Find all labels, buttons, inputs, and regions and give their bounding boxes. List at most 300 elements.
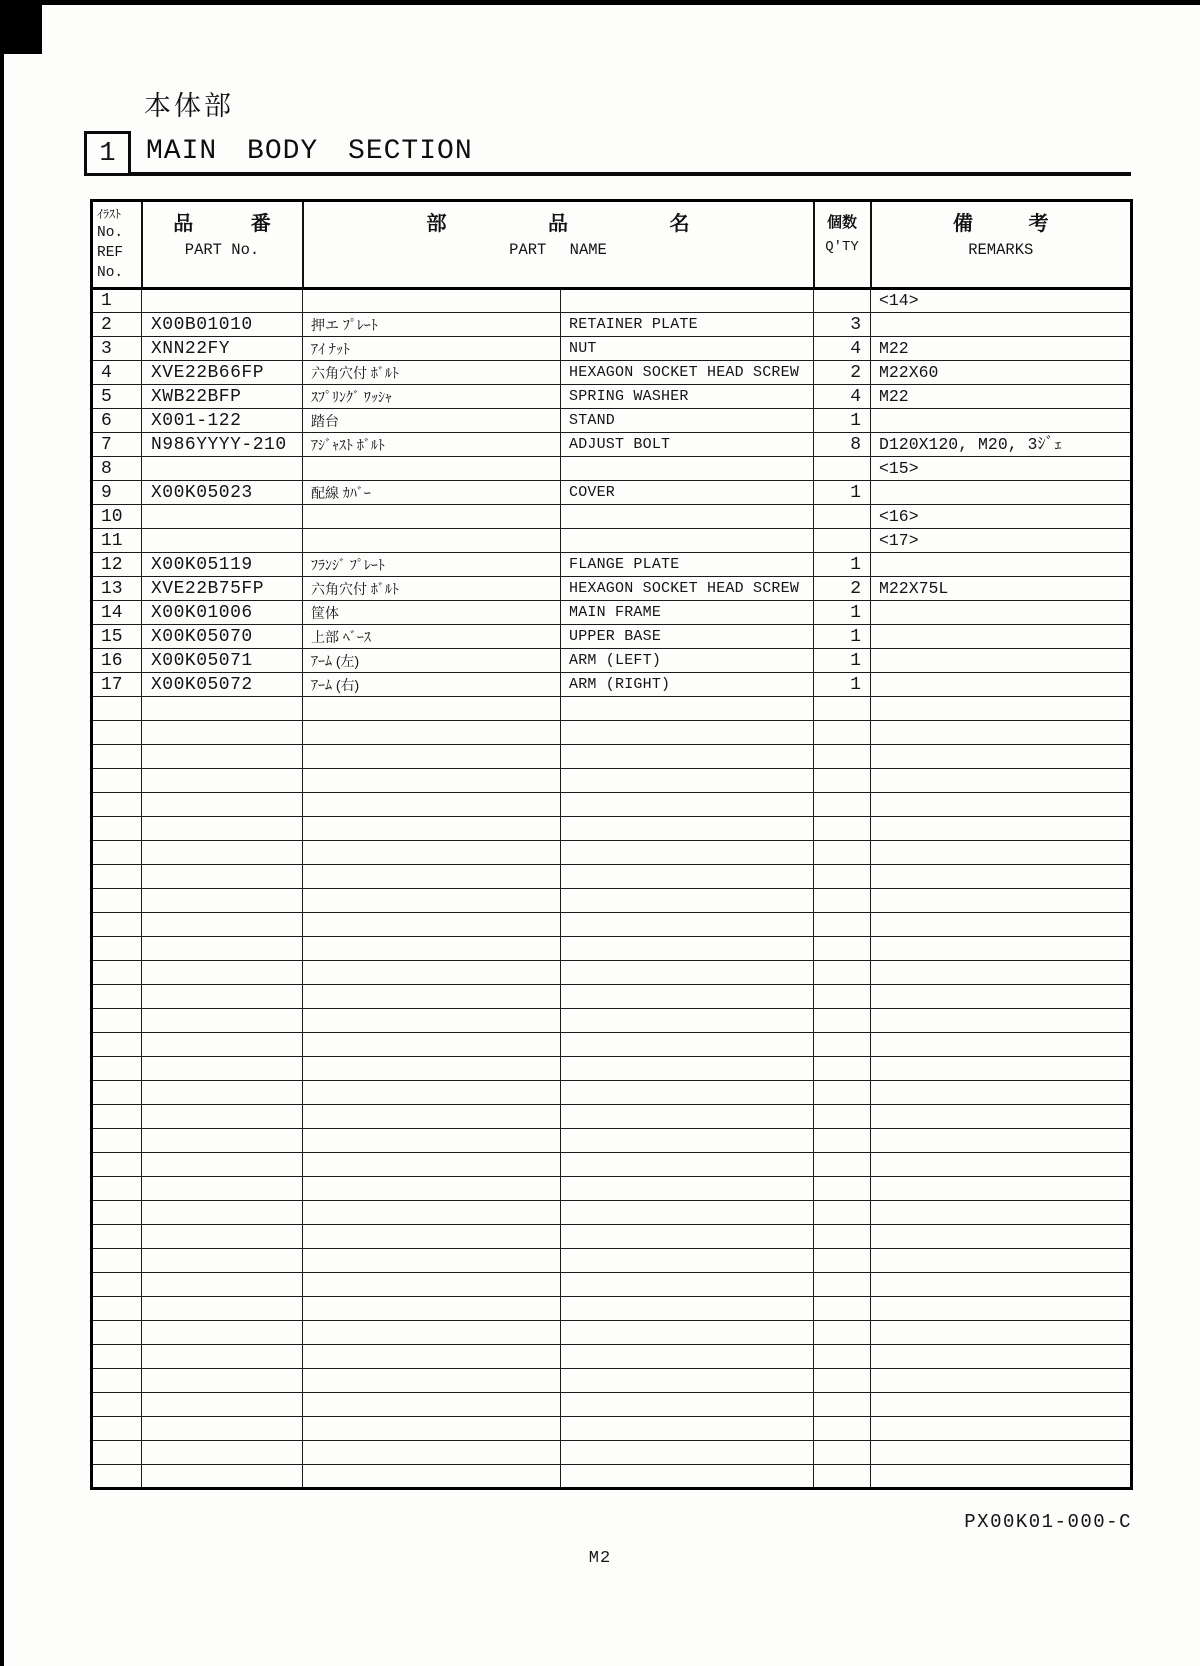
part-no-cell bbox=[142, 1153, 303, 1177]
part-no-cell bbox=[142, 1057, 303, 1081]
part-name-en-cell bbox=[561, 1249, 814, 1273]
part-name-en-cell bbox=[561, 1441, 814, 1465]
qty-cell bbox=[814, 1177, 871, 1201]
part-name-jp-cell bbox=[303, 985, 561, 1009]
part-name-jp-cell bbox=[303, 1273, 561, 1297]
part-no-cell: XVE22B66FP bbox=[142, 361, 303, 385]
remarks-cell bbox=[871, 1033, 1132, 1057]
part-name-en-cell: SPRING WASHER bbox=[561, 385, 814, 409]
ref-no-cell bbox=[92, 1153, 142, 1177]
part-name-en-cell bbox=[561, 793, 814, 817]
part-name-en-cell: COVER bbox=[561, 481, 814, 505]
part-name-jp-cell bbox=[303, 1249, 561, 1273]
table-row bbox=[92, 841, 1132, 865]
ref-no-cell: 2 bbox=[92, 313, 142, 337]
table-row bbox=[92, 1105, 1132, 1129]
part-no-cell bbox=[142, 1297, 303, 1321]
part-no-cell: XNN22FY bbox=[142, 337, 303, 361]
table-row bbox=[92, 649, 1132, 673]
header-qty bbox=[814, 201, 871, 289]
ref-no-cell: 10 bbox=[92, 505, 142, 529]
parts-table bbox=[90, 199, 1133, 1490]
table-row bbox=[92, 313, 1132, 337]
table-row bbox=[92, 1273, 1132, 1297]
header-ref-line1: ｲﾗｽﾄ bbox=[97, 207, 122, 221]
qty-cell bbox=[814, 529, 871, 553]
part-name-jp-cell bbox=[303, 1369, 561, 1393]
footer-doc-code: PX00K01-000-C bbox=[964, 1511, 1132, 1533]
part-name-en-cell bbox=[561, 1225, 814, 1249]
part-name-jp-cell bbox=[303, 1177, 561, 1201]
part-name-jp-cell bbox=[303, 1129, 561, 1153]
table-row bbox=[92, 481, 1132, 505]
table-row bbox=[92, 745, 1132, 769]
remarks-cell: M22 bbox=[871, 337, 1132, 361]
ref-no-cell bbox=[92, 841, 142, 865]
part-name-jp-cell: 筐体 bbox=[303, 601, 561, 625]
remarks-cell bbox=[871, 1441, 1132, 1465]
part-name-jp-cell: ｽﾌﾟﾘﾝｸﾞ ﾜｯｼｬ bbox=[303, 385, 561, 409]
ref-no-cell bbox=[92, 721, 142, 745]
part-no-cell: X00K05070 bbox=[142, 625, 303, 649]
remarks-cell bbox=[871, 1153, 1132, 1177]
part-name-en-cell bbox=[561, 1393, 814, 1417]
part-no-cell bbox=[142, 1009, 303, 1033]
part-no-cell bbox=[142, 1105, 303, 1129]
remarks-cell bbox=[871, 1057, 1132, 1081]
ref-no-cell bbox=[92, 1081, 142, 1105]
qty-cell bbox=[814, 1105, 871, 1129]
part-name-jp-cell bbox=[303, 289, 561, 313]
table-row bbox=[92, 721, 1132, 745]
ref-no-cell bbox=[92, 1225, 142, 1249]
part-no-cell bbox=[142, 1393, 303, 1417]
header-ref-line4: No. bbox=[97, 265, 124, 281]
table-row bbox=[92, 1369, 1132, 1393]
table-row bbox=[92, 697, 1132, 721]
remarks-cell bbox=[871, 1321, 1132, 1345]
qty-cell: 4 bbox=[814, 337, 871, 361]
part-no-cell bbox=[142, 793, 303, 817]
ref-no-cell bbox=[92, 697, 142, 721]
part-name-en-cell: ARM (LEFT) bbox=[561, 649, 814, 673]
part-name-en-cell bbox=[561, 1465, 814, 1489]
part-name-jp-cell bbox=[303, 865, 561, 889]
remarks-cell bbox=[871, 1273, 1132, 1297]
part-no-cell bbox=[142, 1417, 303, 1441]
qty-cell: 1 bbox=[814, 601, 871, 625]
table-row bbox=[92, 577, 1132, 601]
ref-no-cell: 3 bbox=[92, 337, 142, 361]
table-row bbox=[92, 433, 1132, 457]
table-row bbox=[92, 601, 1132, 625]
part-no-cell bbox=[142, 1321, 303, 1345]
part-no-cell: X00K05023 bbox=[142, 481, 303, 505]
remarks-cell bbox=[871, 769, 1132, 793]
part-no-cell bbox=[142, 1201, 303, 1225]
remarks-cell: <16> bbox=[871, 505, 1132, 529]
ref-no-cell bbox=[92, 1321, 142, 1345]
part-no-cell bbox=[142, 889, 303, 913]
qty-cell bbox=[814, 745, 871, 769]
part-name-en-cell bbox=[561, 457, 814, 481]
table-row bbox=[92, 1153, 1132, 1177]
qty-cell bbox=[814, 505, 871, 529]
table-row bbox=[92, 889, 1132, 913]
qty-cell bbox=[814, 1057, 871, 1081]
part-name-jp-cell: ﾌﾗﾝｼﾞ ﾌﾟﾚｰﾄ bbox=[303, 553, 561, 577]
table-row bbox=[92, 1297, 1132, 1321]
part-name-en-cell bbox=[561, 1201, 814, 1225]
table-body bbox=[92, 289, 1132, 1489]
part-no-cell: X00K05071 bbox=[142, 649, 303, 673]
remarks-cell bbox=[871, 673, 1132, 697]
part-name-jp-cell bbox=[303, 1033, 561, 1057]
part-name-en-cell bbox=[561, 721, 814, 745]
part-no-cell: X00K05119 bbox=[142, 553, 303, 577]
qty-cell bbox=[814, 1249, 871, 1273]
qty-cell bbox=[814, 1081, 871, 1105]
part-no-cell: X00K05072 bbox=[142, 673, 303, 697]
part-name-en-cell: ARM (RIGHT) bbox=[561, 673, 814, 697]
table-row bbox=[92, 1441, 1132, 1465]
part-name-jp-cell: ｱｰﾑ (右) bbox=[303, 673, 561, 697]
ref-no-cell bbox=[92, 1273, 142, 1297]
part-no-cell bbox=[142, 697, 303, 721]
part-name-jp-cell bbox=[303, 937, 561, 961]
part-name-en-cell: RETAINER PLATE bbox=[561, 313, 814, 337]
part-name-jp-cell bbox=[303, 529, 561, 553]
part-no-cell bbox=[142, 937, 303, 961]
remarks-cell bbox=[871, 649, 1132, 673]
qty-cell bbox=[814, 913, 871, 937]
remarks-cell bbox=[871, 1201, 1132, 1225]
part-name-en-cell bbox=[561, 289, 814, 313]
qty-cell bbox=[814, 1369, 871, 1393]
ref-no-cell: 6 bbox=[92, 409, 142, 433]
qty-cell bbox=[814, 721, 871, 745]
ref-no-cell bbox=[92, 913, 142, 937]
part-name-en-cell bbox=[561, 697, 814, 721]
ref-no-cell bbox=[92, 961, 142, 985]
qty-cell bbox=[814, 1417, 871, 1441]
doc-title-jp: 本体部 bbox=[144, 91, 234, 121]
header-ref-no bbox=[92, 201, 142, 289]
qty-cell bbox=[814, 1153, 871, 1177]
header-ref-line2: No. bbox=[97, 225, 124, 241]
header-part-name bbox=[303, 201, 814, 289]
part-name-en-cell bbox=[561, 1369, 814, 1393]
table-row bbox=[92, 1033, 1132, 1057]
part-name-jp-cell: 上部 ﾍﾞｰｽ bbox=[303, 625, 561, 649]
remarks-cell bbox=[871, 1225, 1132, 1249]
table-row bbox=[92, 961, 1132, 985]
table-row bbox=[92, 625, 1132, 649]
remarks-cell: M22 bbox=[871, 385, 1132, 409]
header-qty-jp: 個数 bbox=[826, 214, 857, 231]
part-name-jp-cell bbox=[303, 1345, 561, 1369]
part-name-en-cell bbox=[561, 1297, 814, 1321]
ref-no-cell bbox=[92, 1177, 142, 1201]
part-name-en-cell bbox=[561, 745, 814, 769]
part-name-en-cell bbox=[561, 913, 814, 937]
ref-no-cell bbox=[92, 1057, 142, 1081]
part-name-en-cell bbox=[561, 1417, 814, 1441]
part-name-jp-cell bbox=[303, 1057, 561, 1081]
table-row bbox=[92, 1249, 1132, 1273]
remarks-cell bbox=[871, 481, 1132, 505]
remarks-cell bbox=[871, 1249, 1132, 1273]
qty-cell: 1 bbox=[814, 409, 871, 433]
table-row bbox=[92, 1057, 1132, 1081]
header-part-no bbox=[142, 201, 303, 289]
table-row bbox=[92, 457, 1132, 481]
part-no-cell bbox=[142, 985, 303, 1009]
title-underline bbox=[84, 172, 1131, 176]
qty-cell bbox=[814, 961, 871, 985]
remarks-cell bbox=[871, 745, 1132, 769]
table-row bbox=[92, 553, 1132, 577]
part-name-en-cell bbox=[561, 1153, 814, 1177]
part-name-jp-cell bbox=[303, 1393, 561, 1417]
qty-cell: 1 bbox=[814, 649, 871, 673]
ref-no-cell: 15 bbox=[92, 625, 142, 649]
part-name-jp-cell bbox=[303, 769, 561, 793]
table-row bbox=[92, 865, 1132, 889]
part-no-cell bbox=[142, 721, 303, 745]
ref-no-cell bbox=[92, 1441, 142, 1465]
part-name-en-cell bbox=[561, 841, 814, 865]
part-name-en-cell bbox=[561, 529, 814, 553]
part-name-en-cell: FLANGE PLATE bbox=[561, 553, 814, 577]
ref-no-cell: 4 bbox=[92, 361, 142, 385]
part-name-jp-cell bbox=[303, 1105, 561, 1129]
table-row bbox=[92, 529, 1132, 553]
part-no-cell: XWB22BFP bbox=[142, 385, 303, 409]
remarks-cell bbox=[871, 697, 1132, 721]
part-no-cell: XVE22B75FP bbox=[142, 577, 303, 601]
qty-cell bbox=[814, 865, 871, 889]
table-row bbox=[92, 985, 1132, 1009]
ref-no-cell bbox=[92, 937, 142, 961]
table-row bbox=[92, 361, 1132, 385]
ref-no-cell bbox=[92, 889, 142, 913]
qty-cell bbox=[814, 457, 871, 481]
part-name-jp-cell bbox=[303, 1441, 561, 1465]
table-row bbox=[92, 769, 1132, 793]
qty-cell bbox=[814, 1009, 871, 1033]
footer-page-label: M2 bbox=[588, 1549, 612, 1568]
ref-no-cell bbox=[92, 1297, 142, 1321]
remarks-cell bbox=[871, 313, 1132, 337]
part-name-en-cell bbox=[561, 505, 814, 529]
qty-cell bbox=[814, 817, 871, 841]
ref-no-cell: 12 bbox=[92, 553, 142, 577]
part-no-cell: N986YYYY-210 bbox=[142, 433, 303, 457]
ref-no-cell: 9 bbox=[92, 481, 142, 505]
ref-no-cell: 5 bbox=[92, 385, 142, 409]
qty-cell bbox=[814, 1273, 871, 1297]
remarks-cell: M22X60 bbox=[871, 361, 1132, 385]
remarks-cell: <15> bbox=[871, 457, 1132, 481]
part-name-jp-cell bbox=[303, 457, 561, 481]
qty-cell bbox=[814, 289, 871, 313]
part-name-jp-cell bbox=[303, 505, 561, 529]
part-name-jp-cell bbox=[303, 1297, 561, 1321]
header-part-name-jp: 部 品 名 bbox=[426, 213, 690, 235]
part-no-cell bbox=[142, 289, 303, 313]
part-no-cell: X00K01006 bbox=[142, 601, 303, 625]
ref-no-cell: 14 bbox=[92, 601, 142, 625]
ref-no-cell bbox=[92, 1417, 142, 1441]
part-name-en-cell bbox=[561, 1345, 814, 1369]
part-name-en-cell bbox=[561, 1273, 814, 1297]
table-header-row bbox=[92, 201, 1132, 289]
qty-cell: 2 bbox=[814, 577, 871, 601]
part-name-en-cell: HEXAGON SOCKET HEAD SCREW bbox=[561, 361, 814, 385]
part-no-cell bbox=[142, 1441, 303, 1465]
table-row bbox=[92, 409, 1132, 433]
part-name-jp-cell: ｱｰﾑ (左) bbox=[303, 649, 561, 673]
header-part-no-en: PART No. bbox=[184, 241, 260, 259]
part-name-en-cell bbox=[561, 961, 814, 985]
part-no-cell bbox=[142, 1273, 303, 1297]
part-name-en-cell bbox=[561, 817, 814, 841]
part-name-jp-cell bbox=[303, 1153, 561, 1177]
part-name-jp-cell bbox=[303, 1201, 561, 1225]
remarks-cell bbox=[871, 1177, 1132, 1201]
remarks-cell bbox=[871, 841, 1132, 865]
part-name-en-cell bbox=[561, 1009, 814, 1033]
qty-cell bbox=[814, 889, 871, 913]
section-title: MAIN BODY SECTION bbox=[146, 136, 473, 167]
table-row bbox=[92, 1129, 1132, 1153]
qty-cell bbox=[814, 1033, 871, 1057]
remarks-cell: D120X120, M20, 3ｼﾞｪ bbox=[871, 433, 1132, 457]
remarks-cell bbox=[871, 793, 1132, 817]
header-remarks bbox=[871, 201, 1132, 289]
part-name-en-cell bbox=[561, 865, 814, 889]
table-row bbox=[92, 1177, 1132, 1201]
part-no-cell bbox=[142, 961, 303, 985]
part-name-jp-cell bbox=[303, 745, 561, 769]
section-number-box bbox=[84, 131, 131, 176]
part-no-cell bbox=[142, 769, 303, 793]
table-row bbox=[92, 1393, 1132, 1417]
table-row bbox=[92, 673, 1132, 697]
ref-no-cell bbox=[92, 1393, 142, 1417]
qty-cell: 8 bbox=[814, 433, 871, 457]
ref-no-cell: 16 bbox=[92, 649, 142, 673]
part-name-jp-cell bbox=[303, 889, 561, 913]
qty-cell: 4 bbox=[814, 385, 871, 409]
table-row bbox=[92, 1201, 1132, 1225]
ref-no-cell: 13 bbox=[92, 577, 142, 601]
part-name-jp-cell bbox=[303, 697, 561, 721]
table-row bbox=[92, 1465, 1132, 1489]
part-no-cell bbox=[142, 529, 303, 553]
remarks-cell bbox=[871, 1345, 1132, 1369]
qty-cell: 1 bbox=[814, 481, 871, 505]
remarks-cell bbox=[871, 961, 1132, 985]
ref-no-cell bbox=[92, 817, 142, 841]
part-name-jp-cell: 配線 ｶﾊﾞｰ bbox=[303, 481, 561, 505]
remarks-cell bbox=[871, 1369, 1132, 1393]
ref-no-cell bbox=[92, 1033, 142, 1057]
qty-cell bbox=[814, 1345, 871, 1369]
qty-cell bbox=[814, 1297, 871, 1321]
part-name-jp-cell bbox=[303, 1465, 561, 1489]
part-name-jp-cell: 押エ ﾌﾟﾚｰﾄ bbox=[303, 313, 561, 337]
part-name-en-cell: ADJUST BOLT bbox=[561, 433, 814, 457]
part-no-cell bbox=[142, 1129, 303, 1153]
header-remarks-en: REMARKS bbox=[968, 241, 1034, 259]
remarks-cell bbox=[871, 1081, 1132, 1105]
part-name-en-cell: UPPER BASE bbox=[561, 625, 814, 649]
qty-cell: 1 bbox=[814, 553, 871, 577]
ref-no-cell: 11 bbox=[92, 529, 142, 553]
scan-artifact-corner bbox=[0, 0, 42, 54]
part-no-cell bbox=[142, 1465, 303, 1489]
part-no-cell bbox=[142, 1033, 303, 1057]
remarks-cell bbox=[871, 1417, 1132, 1441]
remarks-cell bbox=[871, 1465, 1132, 1489]
table-row bbox=[92, 1009, 1132, 1033]
ref-no-cell bbox=[92, 1369, 142, 1393]
table-row bbox=[92, 337, 1132, 361]
ref-no-cell: 8 bbox=[92, 457, 142, 481]
ref-no-cell bbox=[92, 769, 142, 793]
part-no-cell bbox=[142, 817, 303, 841]
ref-no-cell bbox=[92, 1465, 142, 1489]
part-name-en-cell bbox=[561, 1321, 814, 1345]
qty-cell bbox=[814, 1201, 871, 1225]
scan-artifact-left-edge bbox=[0, 0, 4, 1666]
remarks-cell bbox=[871, 985, 1132, 1009]
part-name-jp-cell bbox=[303, 1225, 561, 1249]
part-name-en-cell bbox=[561, 1081, 814, 1105]
ref-no-cell bbox=[92, 745, 142, 769]
part-name-en-cell: STAND bbox=[561, 409, 814, 433]
remarks-cell: <14> bbox=[871, 289, 1132, 313]
remarks-cell bbox=[871, 1393, 1132, 1417]
table-row bbox=[92, 793, 1132, 817]
qty-cell bbox=[814, 1441, 871, 1465]
ref-no-cell bbox=[92, 1201, 142, 1225]
remarks-cell bbox=[871, 1129, 1132, 1153]
header-ref-line3: REF bbox=[97, 245, 124, 261]
part-name-jp-cell: 六角穴付 ﾎﾞﾙﾄ bbox=[303, 361, 561, 385]
part-no-cell bbox=[142, 1249, 303, 1273]
qty-cell bbox=[814, 1129, 871, 1153]
part-no-cell bbox=[142, 913, 303, 937]
qty-cell bbox=[814, 937, 871, 961]
part-name-en-cell bbox=[561, 1129, 814, 1153]
remarks-cell bbox=[871, 889, 1132, 913]
ref-no-cell bbox=[92, 1105, 142, 1129]
ref-no-cell: 1 bbox=[92, 289, 142, 313]
part-no-cell bbox=[142, 457, 303, 481]
remarks-cell bbox=[871, 913, 1132, 937]
table-row bbox=[92, 289, 1132, 313]
part-name-en-cell bbox=[561, 985, 814, 1009]
part-name-en-cell bbox=[561, 1033, 814, 1057]
table-row bbox=[92, 1417, 1132, 1441]
ref-no-cell bbox=[92, 1009, 142, 1033]
part-name-en-cell bbox=[561, 1057, 814, 1081]
qty-cell: 2 bbox=[814, 361, 871, 385]
part-name-jp-cell bbox=[303, 1417, 561, 1441]
